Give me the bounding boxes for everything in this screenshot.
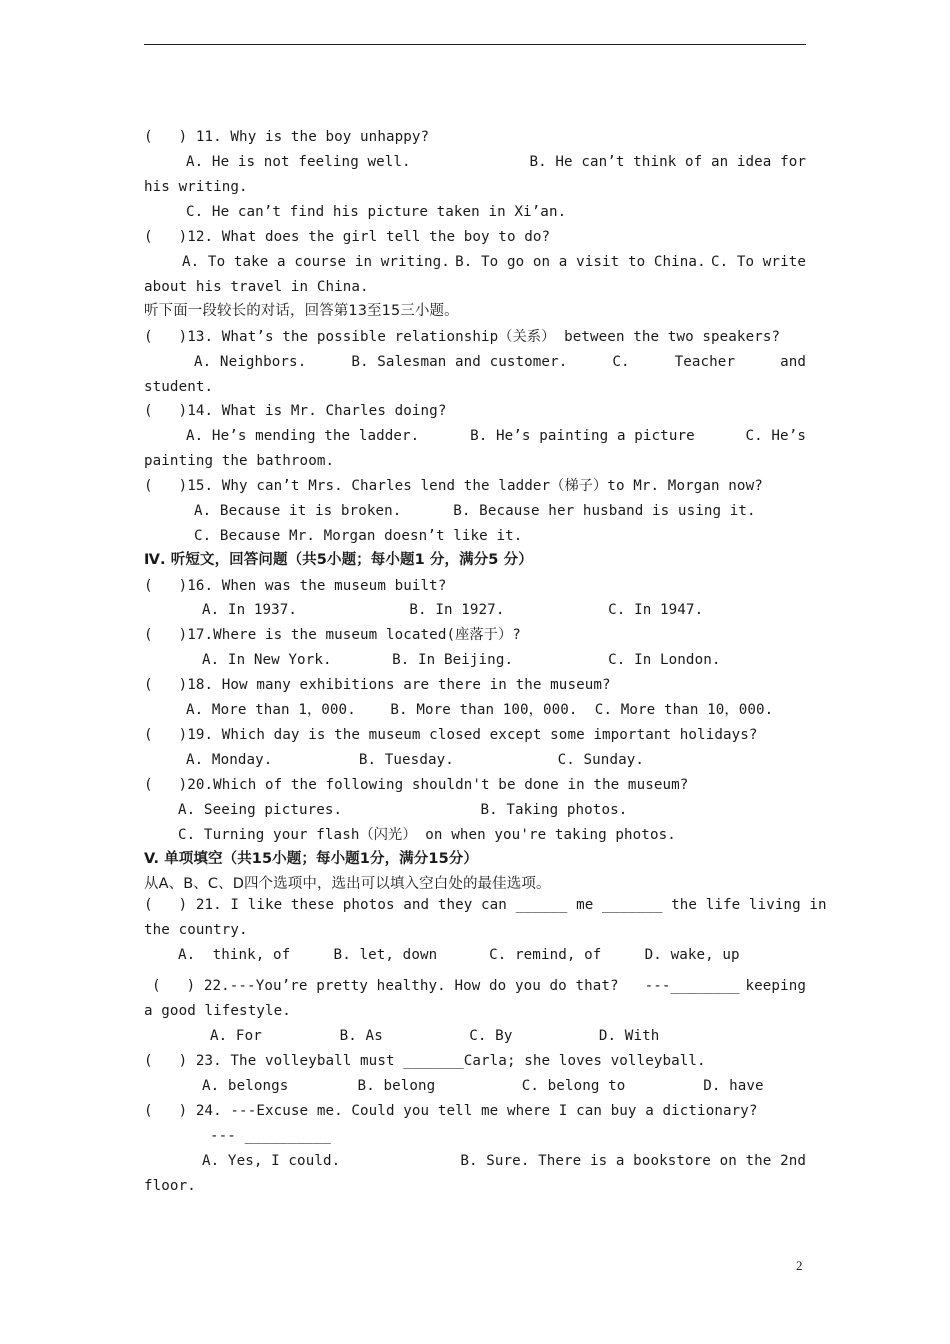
text-line: ( )15. Why can’t Mrs. Charles lend the ladder（梯子）to Mr. Morgan now? (144, 478, 763, 494)
text-line (182, 253, 806, 271)
text-segment: C. To write (710, 254, 806, 270)
text-line: painting the bathroom. (144, 453, 335, 469)
text-line: C. He can’t find his picture taken in Xi’an. (186, 204, 567, 220)
page-number: 2 (796, 1258, 803, 1273)
text-line: ( )13. What’s the possible relationship（关系） between the two speakers? (144, 329, 781, 345)
text-line: about his travel in China. (144, 279, 369, 295)
text-segment: B. Salesman and customer. (351, 354, 568, 370)
text-line: ( ) 11. Why is the boy unhappy? (144, 129, 430, 145)
text-line: ( )17.Where is the museum located(座落于）? (144, 627, 521, 643)
text-line: --- __________ (210, 1128, 331, 1144)
text-line: C. Turning your flash（闪光） on when you're taking photos. (178, 827, 676, 843)
text-segment: B. He’s painting a picture (470, 428, 695, 444)
text-segment: A. Yes, I could. (202, 1153, 341, 1169)
text-segment: B. To go on a visit to China. (455, 254, 706, 270)
text-line (186, 153, 806, 171)
text-line: ( ) 23. The volleyball must _______Carla; she loves volleyball. (144, 1053, 706, 1069)
text-segment: ( ) 22.---You’re pretty healthy. How do you do that? ---________ (152, 978, 740, 994)
text-line: student. (144, 379, 214, 395)
text-line: 听下面一段较长的对话，回答第13至15三小题。 (144, 303, 459, 319)
text-line: V. 单项填空（共15小题；每小题1分，满分15分） (144, 851, 478, 867)
text-line: floor. (144, 1178, 196, 1194)
text-segment: B. Sure. There is a bookstore on the 2nd (460, 1153, 806, 1169)
text-line: ( )14. What is Mr. Charles doing? (144, 403, 447, 419)
text-line (202, 1152, 806, 1170)
text-line: 从A、B、C、D四个选项中，选出可以填入空白处的最佳选项。 (144, 876, 551, 892)
text-line (152, 977, 806, 995)
text-segment: and (780, 354, 806, 370)
text-line: A. think, of B. let, down C. remind, of D. wake, up (178, 947, 740, 963)
text-line: ( )12. What does the girl tell the boy to do? (144, 229, 551, 245)
text-segment: A. Neighbors. (194, 354, 307, 370)
text-line: A. In New York. B. In Beijing. C. In London. (202, 652, 721, 668)
text-line: ( )18. How many exhibitions are there in the museum? (144, 677, 611, 693)
text-line: the country. (144, 922, 248, 938)
text-segment: keeping (745, 978, 806, 994)
text-line: a good lifestyle. (144, 1003, 291, 1019)
text-line: A. Seeing pictures. B. Taking photos. (178, 802, 628, 818)
text-segment: B. He can’t think of an idea for (529, 154, 806, 170)
text-line: C. Because Mr. Morgan doesn’t like it. (194, 528, 523, 544)
text-line: A. For B. As C. By D. With (210, 1028, 660, 1044)
text-line: A. Monday. B. Tuesday. C. Sunday. (186, 752, 645, 768)
text-line: his writing. (144, 179, 248, 195)
text-line: ( )16. When was the museum built? (144, 578, 447, 594)
text-line (144, 896, 827, 914)
text-line: A. More than 1，000. B. More than 100，000. C. More than 10，000. (186, 702, 774, 718)
text-line: A. In 1937. B. In 1927. C. In 1947. (202, 602, 704, 618)
text-line: ( ) 24. ---Excuse me. Could you tell me where I can buy a dictionary? (144, 1103, 758, 1119)
header-rule (144, 44, 806, 45)
text-segment: A. To take a course in writing. (182, 254, 450, 270)
text-segment: A. He’s mending the ladder. (186, 428, 420, 444)
text-line: A. belongs B. belong C. belong to D. have (202, 1078, 764, 1094)
text-segment: C. (612, 354, 630, 370)
text-line (186, 427, 806, 445)
text-line: ( )19. Which day is the museum closed except some important holidays? (144, 727, 758, 743)
text-segment: ( ) 21. I like these photos and they can ______ me _______ the life living in (144, 897, 827, 913)
text-segment: A. He is not feeling well. (186, 154, 411, 170)
text-line: A. Because it is broken. B. Because her husband is using it. (194, 503, 756, 519)
text-line: ( )20.Which of the following shouldn't be done in the museum? (144, 777, 689, 793)
text-line: Ⅳ. 听短文，回答问题（共5小题；每小题1 分，满分5 分） (144, 552, 533, 568)
text-segment: C. He’s (745, 428, 806, 444)
text-line (194, 353, 806, 371)
text-segment: Teacher (674, 354, 736, 370)
